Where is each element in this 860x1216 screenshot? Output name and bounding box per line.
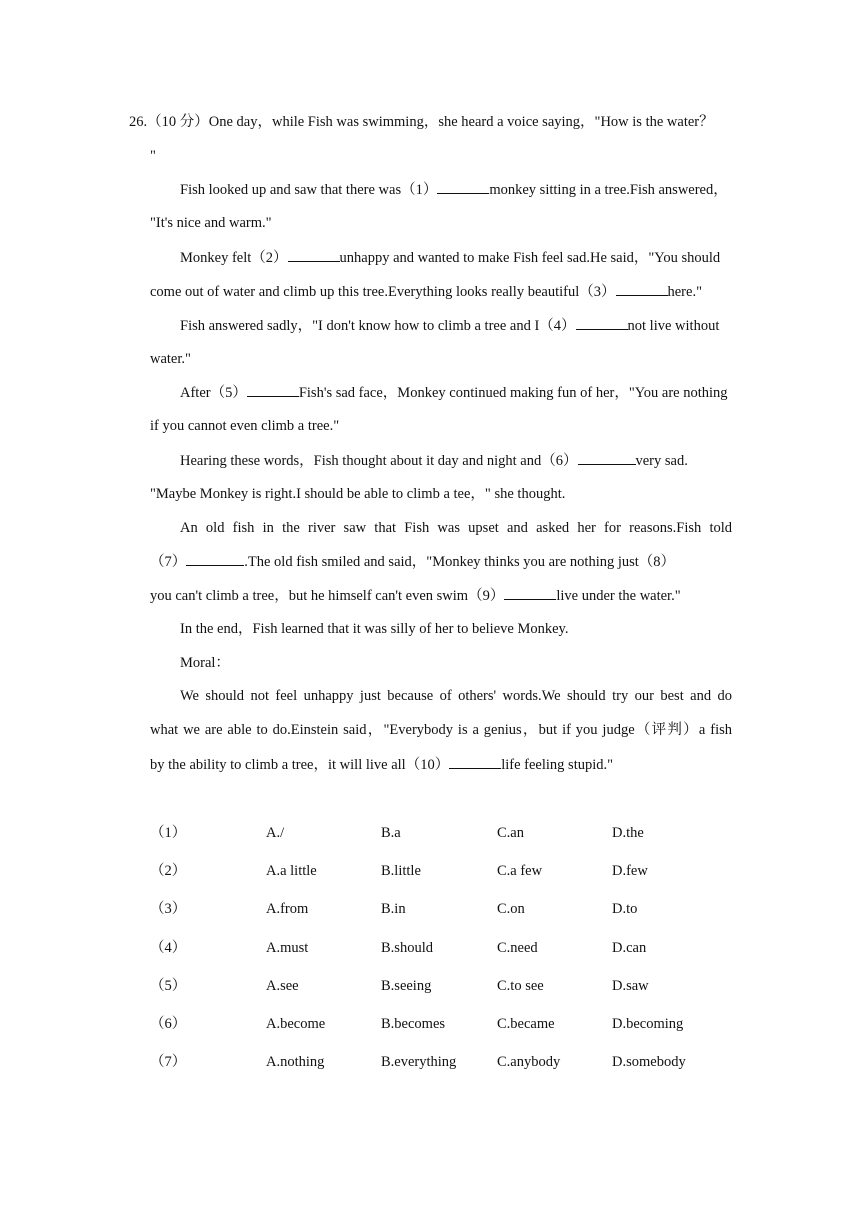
option-number: （4） — [150, 939, 187, 956]
paragraph-2-line-2 — [150, 281, 702, 302]
option-d: D.saw — [612, 977, 649, 994]
option-a: A.nothing — [266, 1054, 325, 1071]
answer-blank-9 — [504, 585, 556, 600]
question-header-continuation: " — [150, 148, 156, 164]
option-d: D.few — [612, 863, 648, 880]
answer-blank-5 — [247, 382, 299, 397]
option-a: A./ — [266, 825, 285, 841]
text-segment: Fish looked up and saw that there was（1） — [180, 182, 438, 198]
option-b: B.seeing — [381, 977, 432, 994]
text-segment: here." — [667, 284, 702, 300]
option-number: （7） — [150, 1054, 187, 1071]
option-d: D.somebody — [612, 1054, 686, 1071]
text-segment: monkey sitting in a tree.Fish answered， — [489, 182, 728, 198]
paragraph-2-line-1 — [180, 247, 720, 268]
text-segment: life feeling stupid." — [501, 757, 614, 773]
paragraph-4-line-1 — [180, 382, 728, 403]
option-d: D.becoming — [612, 1015, 684, 1032]
text-segment: very sad. — [635, 453, 688, 469]
paragraph-4-line-2: if you cannot even climb a tree." — [150, 418, 340, 434]
text-segment: by the ability to climb a tree，it will live all（10） — [150, 757, 450, 773]
option-number: （2） — [150, 863, 187, 880]
answer-blank-2 — [288, 247, 340, 262]
text-segment: Hearing these words，Fish thought about it day and night and（6） — [180, 453, 578, 469]
option-b: B.little — [381, 863, 421, 880]
moral-label: Moral： — [180, 655, 230, 671]
option-d: D.can — [612, 939, 647, 956]
paragraph-6-line-3 — [150, 585, 681, 606]
option-c: C.need — [497, 939, 538, 956]
answer-blank-6 — [578, 450, 636, 465]
text-segment: .The old fish smiled and said，"Monkey thinks you are nothing just（8） — [244, 554, 676, 570]
text-segment: （7） — [150, 554, 187, 570]
moral-line-2: what we are able to do.Einstein said，"Everybody is a genius，but if you judge（评判）a fish — [150, 722, 732, 738]
option-c: C.a few — [497, 863, 543, 880]
option-b: B.should — [381, 939, 433, 956]
text-segment: not live without — [627, 318, 720, 334]
paragraph-1-line-1 — [180, 179, 728, 200]
question-header: 26.（10 分）One day，while Fish was swimming，she heard a voice saying，"How is the water？ — [129, 114, 714, 130]
answer-blank-3 — [616, 281, 668, 296]
text-segment: Monkey felt（2） — [180, 250, 288, 266]
paragraph-5-line-2: "Maybe Monkey is right.I should be able to climb a tee，" she thought. — [150, 486, 566, 502]
text-segment: After（5） — [180, 385, 247, 401]
paragraph-6-line-1: An old fish in the river saw that Fish was upset and asked her for reasons.Fish told — [180, 520, 732, 536]
moral-line-3 — [150, 754, 613, 775]
paragraph-1-line-2: "It's nice and warm." — [150, 215, 272, 231]
text-segment: Fish answered sadly，"I don't know how to climb a tree and I（4） — [180, 318, 576, 334]
paragraph-7: In the end，Fish learned that it was silly of her to believe Monkey. — [180, 621, 569, 637]
paragraph-3-line-1 — [180, 315, 719, 336]
answer-blank-1 — [437, 179, 489, 194]
option-a: A.a little — [266, 863, 317, 880]
option-number: （6） — [150, 1015, 187, 1032]
option-c: C.anybody — [497, 1054, 561, 1071]
text-segment: come out of water and climb up this tree.Everything looks really beautiful（3） — [150, 284, 616, 300]
option-a: A.must — [266, 939, 309, 956]
option-b: B.becomes — [381, 1015, 446, 1032]
option-c: C.became — [497, 1015, 555, 1032]
text-segment: live under the water." — [556, 588, 681, 604]
option-number: （1） — [150, 825, 187, 841]
option-d: D.the — [612, 825, 644, 841]
answer-blank-10 — [449, 754, 501, 769]
option-b: B.a — [381, 825, 401, 841]
option-c: C.to see — [497, 977, 544, 994]
option-number: （3） — [150, 901, 187, 918]
text-segment: unhappy and wanted to make Fish feel sad.He said，"You should — [339, 250, 721, 266]
option-c: C.on — [497, 901, 525, 918]
answer-blank-7 — [186, 551, 244, 566]
paragraph-5-line-1 — [180, 450, 688, 471]
paragraph-3-line-2: water." — [150, 351, 191, 367]
text-segment: Fish's sad face，Monkey continued making fun of her，"You are nothing — [298, 385, 728, 401]
option-b: B.in — [381, 901, 406, 918]
option-a: A.see — [266, 977, 299, 994]
option-d: D.to — [612, 901, 638, 918]
paragraph-6-line-2 — [150, 551, 675, 572]
option-c: C.an — [497, 825, 524, 841]
answer-blank-4 — [576, 315, 628, 330]
option-a: A.from — [266, 901, 309, 918]
moral-line-1: We should not feel unhappy just because of others' words.We should try our best and do — [180, 688, 732, 704]
option-b: B.everything — [381, 1054, 457, 1071]
option-number: （5） — [150, 977, 187, 994]
text-segment: you can't climb a tree，but he himself can't even swim（9） — [150, 588, 505, 604]
option-a: A.become — [266, 1015, 326, 1032]
